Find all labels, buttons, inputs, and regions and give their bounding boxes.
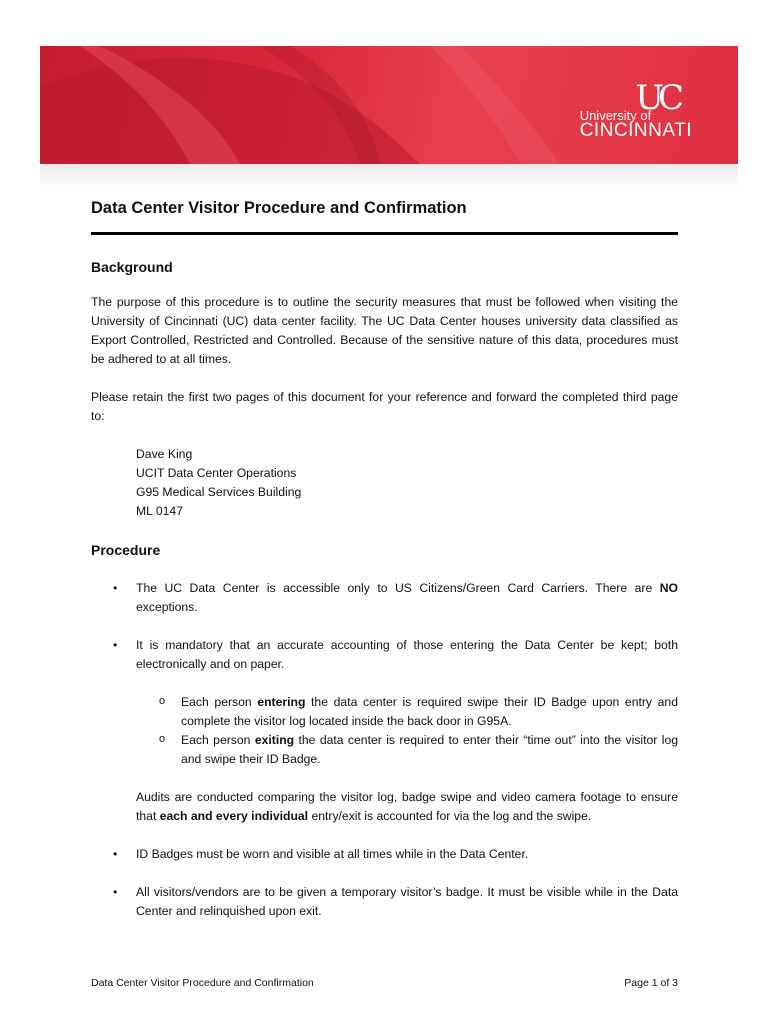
- background-paragraph-2: Please retain the first two pages of this document for your reference and forward the completed third page to:: [91, 390, 678, 423]
- list-item: • All visitors/vendors are to be given a temporary visitor’s badge. It must be visible while in the Data Center and relinquished upon exit.: [91, 883, 678, 921]
- procedure-list: [91, 883, 678, 921]
- document-body: [91, 199, 678, 921]
- sub-list: [91, 693, 678, 769]
- sub-list-item: o Each person entering the data center is required swipe their ID Badge upon entry and complete the visitor log located inside the back door in G95A.: [91, 693, 678, 731]
- list-item: • It is mandatory that an accurate accounting of those entering the Data Center be kept; both electronically and on paper.: [91, 636, 678, 674]
- background-paragraph-1: The purpose of this procedure is to outline the security measures that must be followed when visiting the University of Cincinnati (UC) data center facility. The UC Data Center houses university data classified as Export Controlled, Restricted and Controlled. Because of the sensitive nature of this data, procedures must be adhered to at all times.: [91, 295, 678, 366]
- address-line: UCIT Data Center Operations: [136, 466, 297, 480]
- address-line: Dave King: [136, 447, 193, 461]
- list-item: • The UC Data Center is accessible only to US Citizens/Green Card Carriers. There are NO exceptions.: [91, 579, 678, 617]
- page-footer: [91, 977, 678, 989]
- list-item: • ID Badges must be worn and visible at all times while in the Data Center.: [91, 845, 678, 864]
- procedure-heading: Procedure: [91, 542, 161, 558]
- page-number: Page 1 of 3: [624, 977, 678, 989]
- procedure-list: [91, 636, 678, 674]
- uc-logo-mark: UC: [635, 78, 678, 118]
- address-line: G95 Medical Services Building: [136, 485, 302, 499]
- logo-university-of: University of: [579, 108, 652, 123]
- footer-title: Data Center Visitor Procedure and Confirmation: [91, 977, 314, 989]
- audit-paragraph: Audits are conducted comparing the visitor log, badge swipe and video camera footage to ensure that each and every individual entry/exit is accounted for via the log and the swipe.: [136, 790, 678, 823]
- background-heading: Background: [91, 259, 173, 275]
- address-line: ML 0147: [136, 504, 183, 518]
- logo-cincinnati: CINCINNATI: [579, 120, 692, 141]
- procedure-list: [91, 579, 678, 617]
- uc-logo: [580, 80, 692, 142]
- header-banner: [40, 46, 738, 164]
- procedure-list: [91, 845, 678, 864]
- banner-shadow: [40, 164, 738, 190]
- sub-list-item: o Each person exiting the data center is required to enter their “time out” into the visitor log and swipe their ID Badge.: [91, 731, 678, 769]
- page-title: Data Center Visitor Procedure and Confirmation: [91, 199, 678, 235]
- mailing-address: [91, 445, 678, 521]
